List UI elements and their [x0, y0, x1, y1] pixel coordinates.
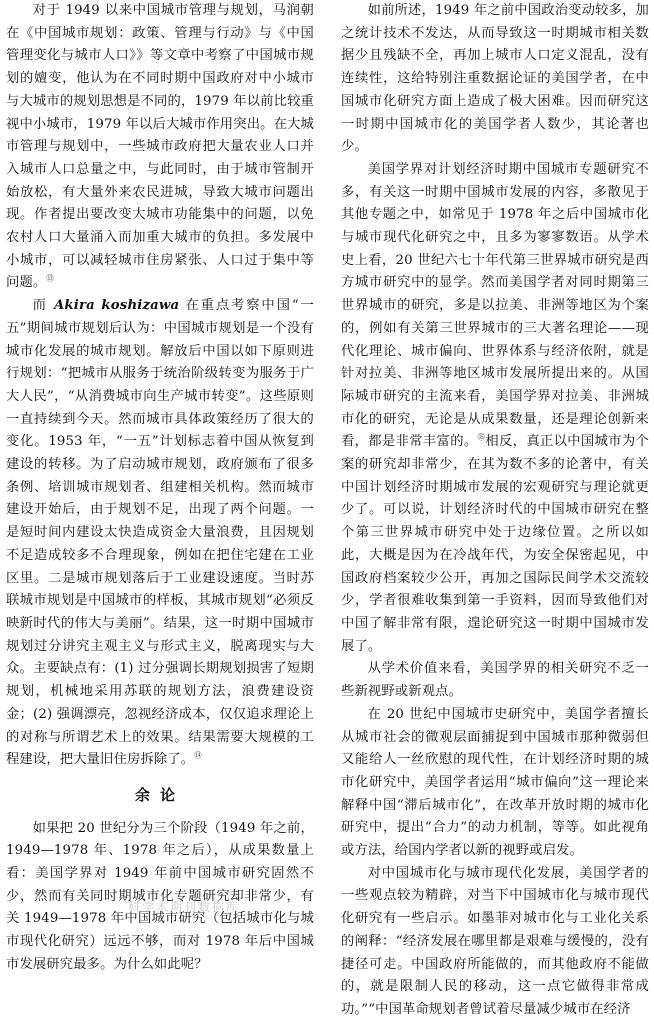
paragraph-ma-runchao — [6, 0, 314, 295]
paragraph-text-before: 而 — [32, 298, 48, 314]
paragraph-text: 美国学界对计划经济时期中国城市专题研究不多，有关这一时期中国城市发展的内容，多散见于其他专题之中，如常见于 1978 年之后中国城市化与城市现代化研究之中，且多为寥寥数语。从学术史上看，20 世纪六七十年代第三世界城市研究是西方城市研究中的显学。然而美国学者对同时期第三世界城市的研究，多是以拉美、非洲等地区为个案的，例如有关第三世界城市的三大著名理论——现代化理论、城市偏向、世界体系与经济依附，就是针对拉美、非洲等地区城市发展所提出来的。从国际城市研究的主流来看，美国学界对拉美、非洲城市化的研究，无论是从成果数量，还是理论创新来看，都是非常丰富的。 — [341, 161, 649, 450]
paragraph-three-stages: 如果把 20 世纪分为三个阶段（1949 年之前，1949—1978 年、1978 年之后），从成果数量上看：美国学界对 1949 年前中国城市研究固然不少，然而有关同时期城市化专题研究却非常少，有关 1949—1978 年中国城市研究（包括城市化与城市现代化研究）远远不够，而对 1978 年后中国城市发展研究最多。为什么如此呢？ — [6, 820, 314, 972]
paragraph-text: 对于 1949 以来中国城市管理与规划，马润朝在《中国城市规划：政策、管理与行动》与《中国管理变化与城市人口》》等文章中考察了中国城市规划的嬗变，他认为在不同时期中国政府对中小城市与大城市的规划思想是不同的，1979 年以前比较重视中小城市，1979 年以后大城市作用突出。在大城市管理与规划中，一些城市政府把大量农业人口并入城市人口总量之中，与此同时，由于城市管制开始放松，有大量外来农民进城，导致大城市问题出现。作者提出要改变大城市功能集中的问题，以免农村人口大量涌入而加重大城市的负担。多发展中小城市，可以减轻城市住房紧张、人口过于集中等问题。 — [6, 3, 314, 291]
left-column — [6, 0, 314, 977]
author-name: Akira koshizawa — [53, 298, 180, 314]
right-column — [341, 0, 649, 1022]
footnote-marker-14: ⑭ — [194, 750, 202, 760]
paragraph-pre-1949: 如前所述，1949 年之前中国政治变动较多，加之统计技术不发达，从而导致这一时期城市相关数据少且残缺不全，再加上城市人口定义混乱，没有连续性，这给特别注重数据论证的美国学者，在中国城市化研究方面上造成了极大困难。因而研究这一时期中国城市化的美国学者人数少，其论著也少。 — [341, 3, 649, 155]
paragraph-text: 在重点考察中国“一五”期间城市规划后认为：中国城市规划是一个没有城市化发展的城市规划。解放后中国以如下原则进行规划：“把城市从服务于统治阶级转变为服务于广大人民”，“从消费城市向生产城市转变”。这些原则一直持续到今天。然而城市具体政策经历了很大的变化。1953 年，“一五”计划标志着中国从恢复到建设的转移。为了启动城市规划，政府颁布了很多条例、培训城市规划者、组建相关机构。然而城市建设开始后，由于规划不足，出现了两个问题。一是短时间内建设太快造成资金大量浪费，且因规划不足造成较多不合理现象，例如在把住宅建在工业区里。二是城市规划落后于工业建设速度。当时苏联城市规划是中国城市的样板，其城市规划“必须反映新时代的伟大与美丽”。结果，这一时期中国城市规划过分讲究主观主义与形式主义，脱离现实与大众。主要缺点有：(1) 过分强调长期规划损害了短期规划，机械地采用苏联的规划方法，浪费建设资金；(2) 强调漂亮，忽视经济成本，仅仅追求理论上的对称与所谓艺术上的效果。结果需要大规模的工程建设，把大量旧住房拆除了。 — [6, 298, 314, 768]
paragraph-text-after: 相反，真正以中国城市为个案的研究却非常少，在其为数不多的论著中，有关中国计划经济时期城市发展的宏观研究与理论就更少了。可以说，计划经济时代的中国城市研究在整个第三世界城市研究中处于边缘位置。之所以如此，大概是因为在冷战年代，为安全保密起见，中国政府档案较少公开，再加之国际民间学术交流较少，学者很难收集到第一手资料，因而导致他们对中国了解非常有限，遑论研究这一时期中国城市发展了。 — [341, 434, 649, 654]
paragraph-planned-economy — [341, 159, 649, 658]
paragraph-insights: 对中国城市化与城市现代化发展，美国学者的一些观点较为精辟，对当下中国城市化与城市现代化研究有一些启示。如墨菲对城市化与工业化关系的阐释：“经济发展在哪里都是艰难与缓慢的，没有捷径可走。中国政府所能做的，而其他政府不能做的，就是限制人民的移动，这一点它做得非常成功。”“中国革命规划者曾试着尽量减少城市在经济 — [341, 865, 649, 1017]
paragraph-micro-perspective: 在 20 世纪中国城市史研究中，美国学者擅长从城市社会的微观层面捕捉到中国城市那种微弱但又能给人一丝欣慰的现代性，在计划经济时期的城市化研究中，美国学者运用“城市偏向”这一理论来解释中国“滞后城市化”，在改革开放时期的城市化研究中，提出“合力”的动力机制，等等。如此视角或方法，给国内学者以新的视野或启发。 — [341, 706, 649, 859]
paragraph-academic-value: 从学术价值来看，美国学界的相关研究不乏一些新视野或新观点。 — [341, 661, 649, 700]
paragraph-koshizawa — [6, 295, 314, 772]
footnote-marker-13: ⑬ — [46, 274, 54, 284]
footnote-marker-15: ⑮ — [477, 432, 486, 442]
watermark: 科学术期刊数据库 — [128, 900, 241, 914]
section-heading-conclusion: 余论 — [134, 785, 185, 804]
